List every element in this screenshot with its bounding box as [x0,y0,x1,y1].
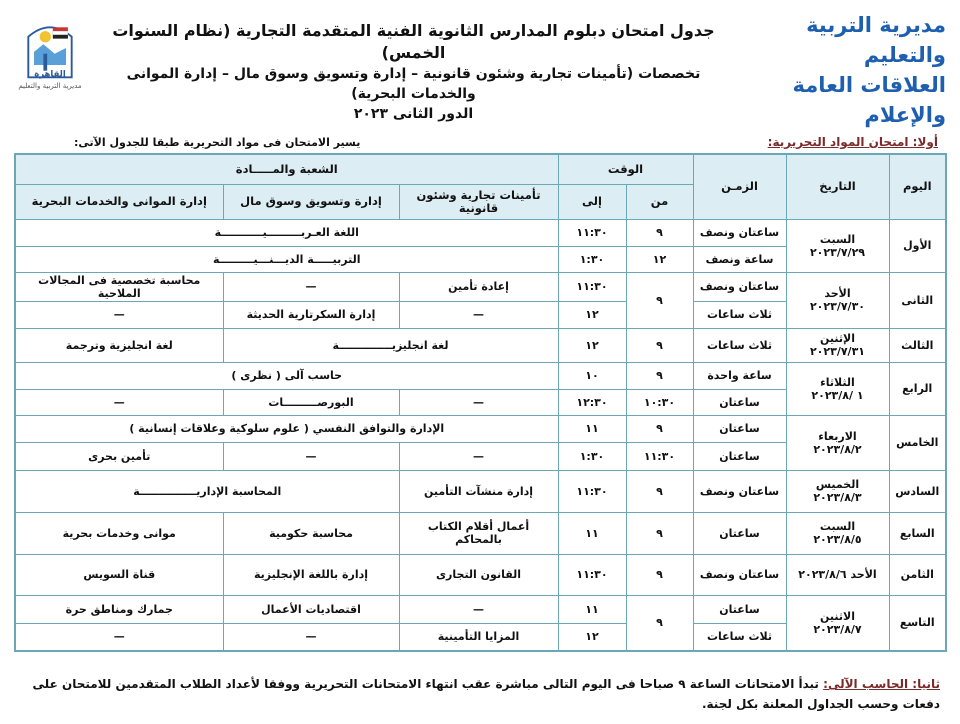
subject-insurance-cell: — [399,442,558,470]
subject-marketing-cell: — [223,623,399,651]
section2-text: تبدأ الامتحانات الساعة ٩ صباحا فى اليوم التالى مباشرة عقب انتهاء الامتحانات التحريرية ووفقا لأعداد الطلاب المتقدمين للامتحان على دفعات وحسب الجداول المعلنة بكل لجنة. [32,677,940,711]
date: ٢٠٢٣/٧/٣٠ [809,300,866,313]
header-subject: الشعبة والمـــــادة [15,154,558,184]
duration-cell: ساعتان [693,595,786,623]
subject-insurance-cell: إدارة منشآت التأمين [399,470,558,512]
from-cell: ٩ [626,362,693,389]
to-cell: ١٠ [558,362,626,389]
weekday: الخميس [815,478,860,491]
header-branch-insurance: تأمينات تجارية وشئون قانونية [399,184,558,219]
duration-cell: ساعة واحدة [693,362,786,389]
title-line-1: جدول امتحان دبلوم المدارس الثانوية الفنية المتقدمة التجارية (نظام السنوات الخمس) [112,21,715,62]
to-cell: ١١:٣٠ [558,470,626,512]
day-cell: الثانى [889,272,946,328]
weekday: الأحد [850,568,877,581]
day-cell: السادس [889,470,946,512]
subject-ports-cell: محاسبة تخصصية فى المجالات الملاحية [15,272,223,301]
section1-heading-row [74,134,938,150]
date-cell [786,328,889,362]
subject-marketing-cell: — [223,442,399,470]
from-cell: ٩ [626,328,693,362]
weekday: الإثنين [820,332,855,345]
header-date: التاريخ [786,154,889,219]
subject-insurance-cell: المزايا التأمينية [399,623,558,651]
date-cell [786,554,889,595]
day-cell: الخامس [889,415,946,470]
table-row [15,470,946,512]
duration-cell: ساعتان ونصف [693,470,786,512]
day-cell: السابع [889,512,946,554]
date: ٢٠٢٣/٨/٦ [798,568,847,581]
subject-marketing-cell: محاسبة حكومية [223,512,399,554]
date-cell [786,470,889,512]
logo-text: القاهرة [34,68,66,79]
to-cell: ١٢ [558,301,626,328]
section2-note [20,674,940,714]
subject-ports-cell: جمارك ومناطق حرة [15,595,223,623]
table-row [15,554,946,595]
subject-marketing-cell: إدارة باللغة الإنجليزية [223,554,399,595]
subject-all-cell: حاسب آلى ( نظرى ) [15,362,558,389]
header-from: من [626,184,693,219]
subject-ports-cell: لغة انجليزية وترجمة [15,328,223,362]
to-cell: ١١ [558,512,626,554]
logo-block [14,6,86,91]
duration-cell: ساعتان [693,415,786,442]
weekday: السبت [819,520,856,533]
date-cell [786,219,889,272]
subject-insurance-cell: — [399,389,558,415]
subject-marketing-cell: إدارة السكرتارية الحديثة [223,301,399,328]
to-cell: ١٢:٣٠ [558,389,626,415]
section1-label: أولا: امتحان المواد التحريرية: [767,135,938,149]
date-cell [786,415,889,470]
to-cell: ١١:٣٠ [558,272,626,301]
section2-label: ثانيا: الحاسب الآلى: [823,677,940,691]
logo-caption: مديرية التربية والتعليم [18,82,82,90]
day-cell: الثالث [889,328,946,362]
from-cell: ٩ [626,554,693,595]
to-cell: ١:٣٠ [558,246,626,272]
from-cell: ١١:٣٠ [626,442,693,470]
day-cell: الرابع [889,362,946,415]
subject-marketing-cell: — [223,272,399,301]
cairo-directorate-logo [17,16,83,82]
header-to: إلى [558,184,626,219]
weekday: الاربعاء [818,429,857,443]
day-cell: الثامن [889,554,946,595]
subject-insurance-marketing-cell: لغة انجليزيــــــــــــــة [223,328,558,362]
weekday: الثلاثاء [820,375,855,389]
table-row [15,219,946,246]
subject-all-cell: الإدارة والتوافق النفسي ( علوم سلوكية وعلاقات إنسانية ) [15,415,558,442]
subject-insurance-cell: — [399,595,558,623]
subject-insurance-cell: — [399,301,558,328]
subject-insurance-cell: إعادة تأمين [399,272,558,301]
subject-ports-cell: — [15,389,223,415]
section1-intro: يسير الامتحان فى مواد التحريرية طبقا للجدول الآتى: [74,136,361,149]
from-cell: ١٢ [626,246,693,272]
table-row [15,272,946,301]
directorate-name [741,6,946,130]
subject-insurance-cell: القانون التجارى [399,554,558,595]
header-branch-ports: إدارة الموانى والخدمات البحرية [15,184,223,219]
weekday: الاثنين [820,609,855,623]
day-cell: الأول [889,219,946,272]
header-duration: الزمـن [693,154,786,219]
from-cell: ٩ [626,512,693,554]
from-cell: ٩ [626,595,693,651]
date-cell [786,362,889,415]
table-row [15,415,946,442]
table-row [15,512,946,554]
duration-cell: ثلاث ساعات [693,328,786,362]
duration-cell: ساعتان [693,512,786,554]
duration-cell: ثلاث ساعات [693,623,786,651]
duration-cell: ساعة ونصف [693,246,786,272]
date-cell [786,272,889,328]
date: ٢٠٢٣/٨/٧ [813,622,862,636]
subject-insurance-cell: أعمال أقلام الكتاب بالمحاكم [399,512,558,554]
date-cell [786,595,889,651]
date: ٢٠٢٣/٧/٢٩ [809,245,866,259]
header-time: الوقت [558,154,693,184]
to-cell: ١١:٣٠ [558,554,626,595]
subject-all-cell: التربيـــــة الديـــنـــيـــــــــة [15,246,558,272]
weekday: الأحد [824,287,851,300]
subject-ports-cell: تأمين بحرى [15,442,223,470]
date: ١ /٢٠٢٣/٨ [811,388,864,402]
table-row [15,362,946,389]
subject-marketing-cell: اقتصاديات الأعمال [223,595,399,623]
subject-marketing-cell: البورصـــــــــات [223,389,399,415]
from-cell: ١٠:٣٠ [626,389,693,415]
to-cell: ١:٣٠ [558,442,626,470]
exam-schedule-table [14,153,947,652]
from-cell: ٩ [626,272,693,328]
table-row [15,595,946,623]
duration-cell: ثلاث ساعات [693,301,786,328]
date: ٢٠٢٣/٨/٣ [813,491,862,504]
org-line-2: العلاقات العامة والإعلام [792,73,946,127]
date: ٢٠٢٣/٧/٣١ [809,345,866,358]
from-cell: ٩ [626,415,693,442]
title-line-2: تخصصات (تأمينات تجارية وشئون قانونية – إدارة وتسويق وسوق مال – إدارة الموانى والخدمات البحرية) [126,66,701,102]
to-cell: ١١ [558,415,626,442]
duration-cell: ساعتان [693,389,786,415]
date: ٢٠٢٣/٨/٢ [813,442,862,456]
duration-cell: ساعتان [693,442,786,470]
subject-ports-cell: — [15,623,223,651]
subject-marketing-ports-cell: المحاسبة الإداريـــــــــــــــة [15,470,399,512]
to-cell: ١٢ [558,623,626,651]
duration-cell: ساعتان ونصف [693,272,786,301]
from-cell: ٩ [626,470,693,512]
subject-ports-cell: موانى وخدمات بحرية [15,512,223,554]
duration-cell: ساعتان ونصف [693,554,786,595]
duration-cell: ساعتان ونصف [693,219,786,246]
document-title [94,6,733,124]
to-cell: ١٢ [558,328,626,362]
date: ٢٠٢٣/٨/٥ [813,533,862,546]
to-cell: ١١ [558,595,626,623]
subject-ports-cell: قناة السويس [15,554,223,595]
title-line-3: الدور الثانى ٢٠٢٣ [353,106,474,122]
subject-ports-cell: — [15,301,223,328]
header-day: اليوم [889,154,946,219]
date-cell [786,512,889,554]
weekday: السبت [819,232,856,246]
subject-all-cell: اللغة العـربـــــــــيـــــــــــة [15,219,558,246]
header-branch-marketing: إدارة وتسويق وسوق مال [223,184,399,219]
day-cell: التاسع [889,595,946,651]
from-cell: ٩ [626,219,693,246]
page-header [14,6,946,130]
org-line-1: مديرية التربية والتعليم [806,13,946,67]
to-cell: ١١:٣٠ [558,219,626,246]
table-row [15,328,946,362]
